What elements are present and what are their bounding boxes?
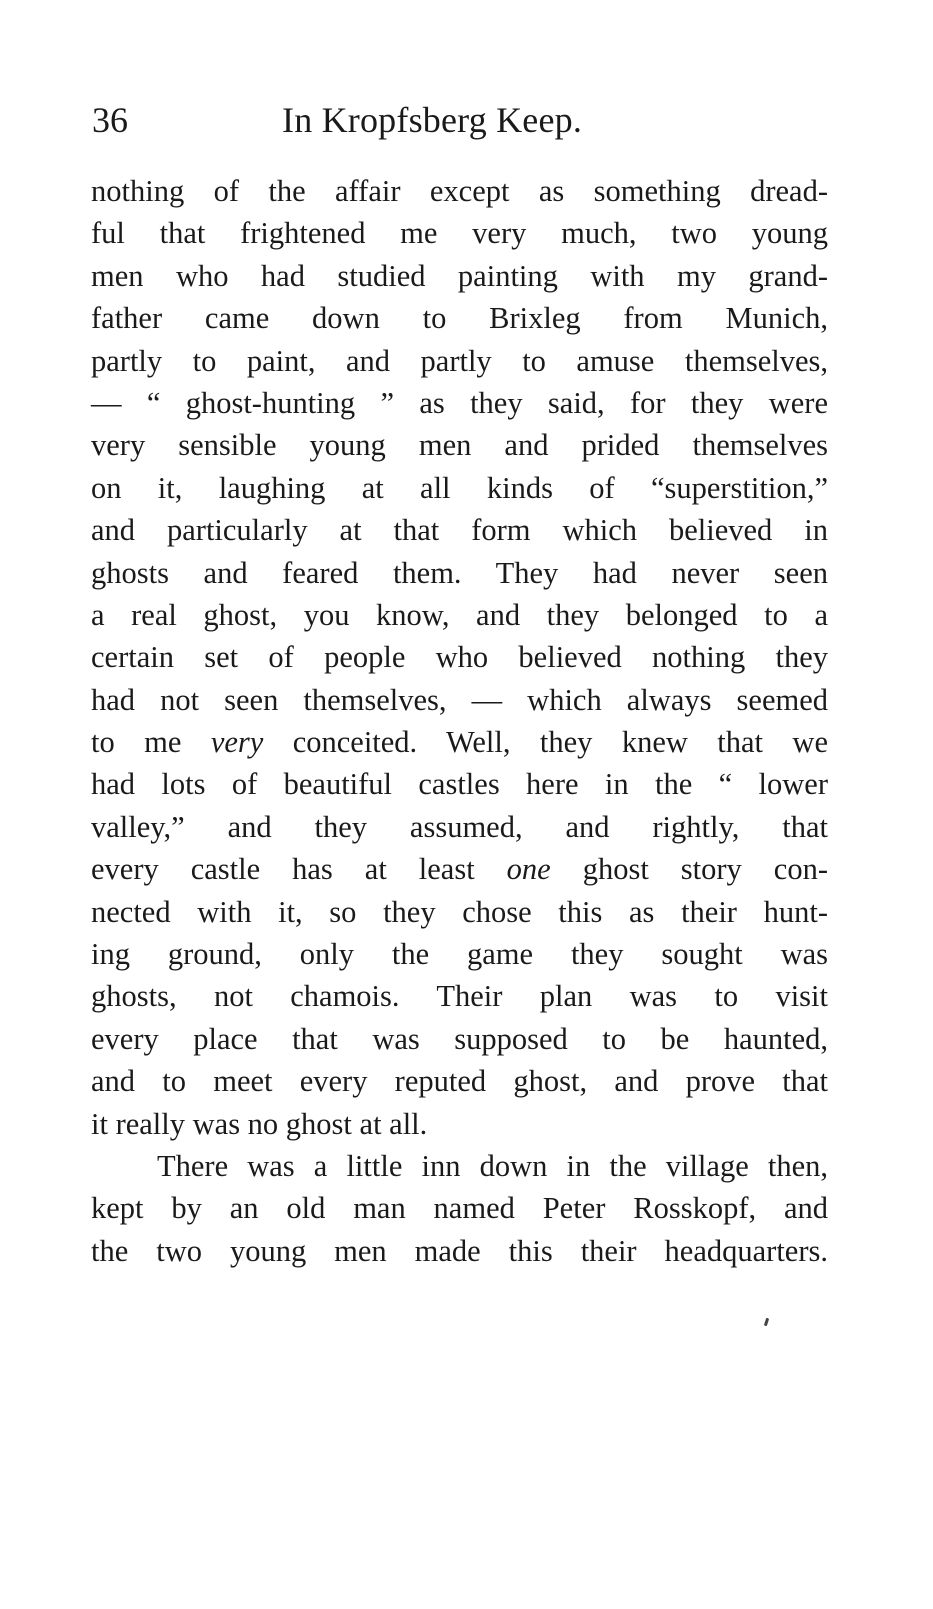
text-line: the two young men made this their headquarters. — [91, 1233, 828, 1268]
text-line: it really was no ghost at all. — [91, 1106, 428, 1141]
text-line: every place that was supposed to be haunted, — [91, 1021, 828, 1056]
body-text — [91, 170, 828, 1272]
text-line: and particularly at that form which believed in — [91, 513, 828, 548]
text-line — [91, 721, 828, 763]
text-line: had not seen themselves, — which always seemed — [91, 682, 828, 717]
text-line: had lots of beautiful castles here in the “ lower — [91, 767, 828, 802]
text-fragment: ghost story con- — [550, 852, 828, 887]
text-line — [91, 848, 828, 890]
text-line: ghosts and feared them. They had never seen — [91, 555, 828, 590]
text-line: kept by an old man named Peter Rosskopf, and — [91, 1191, 828, 1226]
text-line: ful that frightened me very much, two young — [91, 216, 828, 251]
text-line: father came down to Brixleg from Munich, — [91, 301, 828, 336]
text-line: and to meet every reputed ghost, and prove that — [91, 1064, 828, 1099]
text-fragment: every castle has at least — [91, 852, 507, 887]
text-fragment: to me — [91, 725, 211, 760]
text-line: a real ghost, you know, and they belonged to a — [91, 597, 828, 632]
text-line: very sensible young men and prided themselves — [91, 428, 828, 463]
text-line: ing ground, only the game they sought was — [91, 937, 828, 972]
text-line: partly to paint, and partly to amuse themselves, — [91, 343, 828, 378]
italic-emphasis: one — [506, 852, 551, 887]
italic-emphasis: very — [210, 725, 264, 760]
text-line: certain set of people who believed nothing they — [91, 640, 828, 675]
text-line: ghosts, not chamois. Their plan was to visit — [91, 979, 828, 1014]
text-fragment: conceited. Well, they knew that we — [263, 725, 828, 760]
text-line: men who had studied painting with my grand- — [91, 258, 828, 293]
paragraph-2 — [91, 1145, 828, 1272]
text-line: valley,” and they assumed, and rightly, that — [91, 809, 828, 844]
paragraph-1 — [91, 170, 828, 1145]
text-line: — “ ghost-hunting ” as they said, for they were — [91, 385, 828, 420]
text-line: on it, laughing at all kinds of “superstition,” — [91, 470, 828, 505]
text-line: nected with it, so they chose this as their hunt- — [91, 894, 828, 929]
text-line: nothing of the affair except as something dread- — [91, 174, 828, 208]
running-title: In Kropfsberg Keep. — [282, 100, 583, 140]
stray-ink-mark — [764, 1318, 769, 1327]
page-header — [92, 96, 832, 152]
page-number: 36 — [92, 100, 128, 140]
text-line: There was a little inn down in the village then, — [157, 1148, 828, 1183]
